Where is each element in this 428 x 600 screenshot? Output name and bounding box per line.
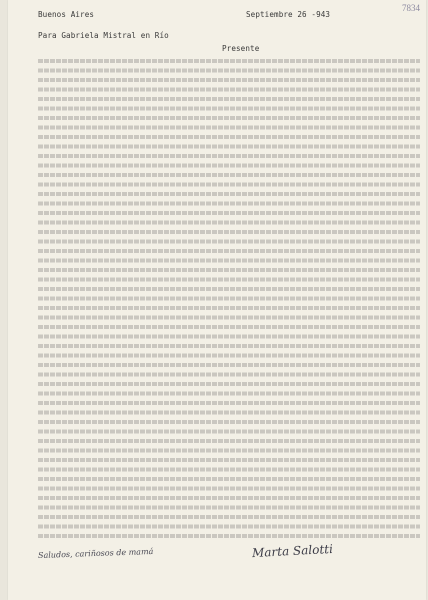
letter-date: Septiembre 26 -943: [246, 10, 331, 19]
archive-number: 7834: [402, 3, 420, 13]
letter-body: [38, 56, 420, 538]
letter-page: [8, 0, 426, 600]
letter-closing: Saludos, cariñosos de mamá: [37, 546, 154, 561]
letter-signature: Marta Salotti: [251, 541, 334, 561]
letter-salutation: Presente: [222, 44, 260, 53]
letter-place: Buenos Aires: [38, 10, 95, 19]
letter-recipient: Para Gabriela Mistral en Río: [38, 31, 169, 40]
